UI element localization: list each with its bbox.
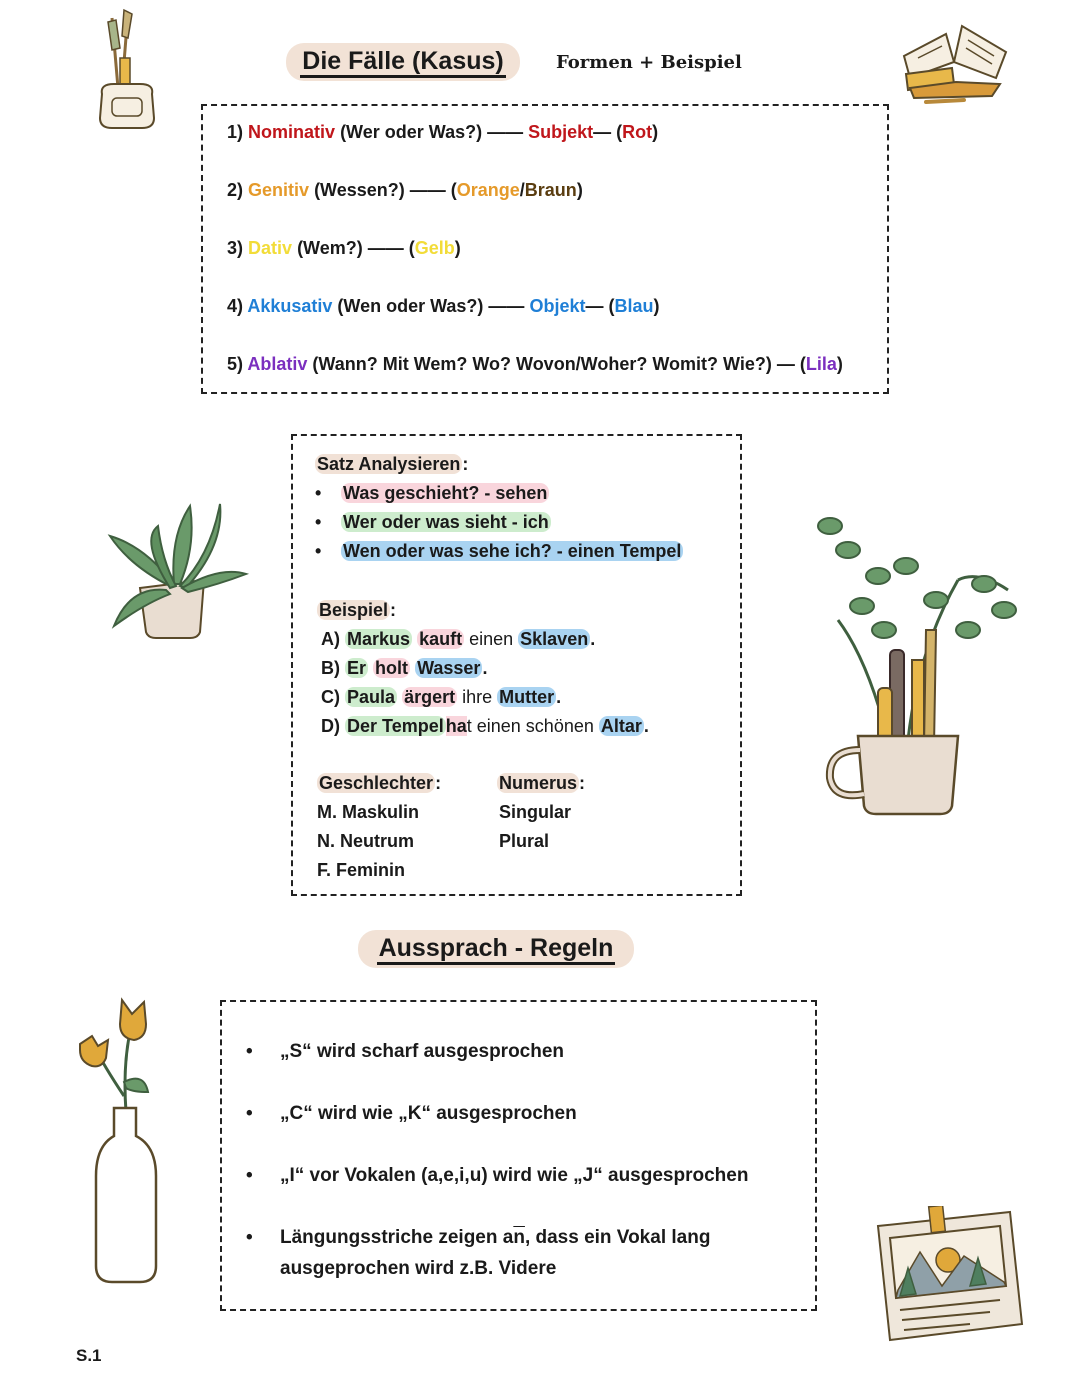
example-label: B)	[321, 658, 340, 678]
rule-text: „C“ wird wie „K“ ausgesprochen	[280, 1103, 577, 1124]
rule-text: „I“ vor Vokalen (a,e,i,u) wird wie „J“ ausgesprochen	[280, 1165, 749, 1186]
analysis-box	[291, 434, 742, 896]
analysis-item	[315, 512, 551, 533]
example-end: .	[590, 629, 596, 649]
case-color: Lila	[805, 354, 837, 374]
number-heading-text: Numerus	[499, 773, 578, 793]
case-name: Akkusativ	[247, 296, 333, 316]
pen-mug-icon	[808, 510, 1020, 816]
gender-item: N. Neutrum	[317, 831, 415, 851]
case-ablativ	[227, 354, 843, 375]
case-akkusativ	[227, 296, 659, 317]
case-number: 1)	[227, 122, 244, 142]
case-number: 4)	[227, 296, 244, 316]
tulip-vase-icon	[74, 996, 170, 1288]
example-verb: kauft	[419, 629, 463, 649]
example-subject: Er	[347, 658, 367, 678]
rule-text-part: Längungsstriche zeigen a	[280, 1227, 514, 1248]
gender-heading	[317, 773, 441, 794]
heading-colon: :	[462, 454, 469, 474]
page-number: S.1	[76, 1346, 102, 1365]
case-end: )	[576, 180, 583, 200]
example-label: C)	[321, 687, 340, 707]
bullet: •	[246, 1041, 253, 1062]
analysis-item-text: Wen oder was sehe ich? - einen Tempel	[343, 541, 682, 561]
page-title-text: Die Fälle (Kasus)	[300, 47, 505, 78]
case-genitiv	[227, 180, 583, 201]
example-heading-text: Beispiel	[319, 600, 389, 620]
case-dativ	[227, 238, 461, 259]
gender-item: M. Maskulin	[317, 802, 420, 822]
bullet: •	[246, 1227, 253, 1248]
analysis-item	[315, 483, 549, 504]
case-name: Genitiv	[248, 180, 310, 200]
page-subtitle: Formen + Beispiel	[556, 52, 742, 73]
example-subject: Der Tempel	[347, 716, 444, 736]
heading-colon: :	[579, 773, 586, 793]
case-slash: /	[519, 180, 525, 200]
example-object: Sklaven	[520, 629, 589, 649]
example-verb: ärgert	[404, 687, 456, 707]
example-label: A)	[321, 629, 340, 649]
case-name: Ablativ	[247, 354, 308, 374]
example-end: .	[556, 687, 562, 707]
macron-letter: $\overline{n}$	[513, 1227, 525, 1248]
gender-item: F. Feminin	[317, 860, 406, 880]
case-number: 5)	[227, 354, 244, 374]
heading-colon: :	[435, 773, 442, 793]
case-dash: — (	[593, 122, 623, 142]
case-number: 3)	[227, 238, 244, 258]
pronunciation-title-text: Aussprach - Regeln	[377, 934, 616, 965]
case-end: )	[652, 122, 659, 142]
case-question: (Wen oder Was?) ——	[337, 296, 525, 316]
case-color: Blau	[614, 296, 654, 316]
gender-heading-text: Geschlechter	[319, 773, 434, 793]
number-item: Singular	[499, 802, 572, 822]
analysis-item	[315, 541, 683, 562]
potted-plant-icon	[100, 496, 250, 646]
case-color: Gelb	[414, 238, 455, 258]
bullet: •	[315, 541, 322, 561]
example-object: Mutter	[499, 687, 555, 707]
bullet: •	[246, 1103, 253, 1124]
pronunciation-title	[358, 930, 634, 968]
case-question: (Wem?) —— (	[297, 238, 415, 258]
example-verb: holt	[375, 658, 409, 678]
case-number: 2)	[227, 180, 244, 200]
bullet: •	[315, 483, 322, 503]
case-color: Rot	[622, 122, 653, 142]
example-middle: einen	[469, 629, 514, 649]
example-object: Wasser	[417, 658, 481, 678]
example-subject: Markus	[347, 629, 411, 649]
rule-text: „S“ wird scharf ausgesprochen	[280, 1041, 565, 1062]
case-name: Nominativ	[248, 122, 336, 142]
case-nominativ	[227, 122, 658, 143]
case-role: Subjekt	[528, 122, 594, 142]
rule-text-part: , dass ein Vokal lang ausgeprochen wird z.B. Videre	[280, 1227, 711, 1279]
number-item: Plural	[499, 831, 550, 851]
number-heading	[497, 773, 585, 794]
pronunciation-box	[220, 1000, 817, 1311]
brush-jar-icon	[92, 8, 162, 136]
page-title	[286, 43, 520, 81]
case-end: )	[836, 354, 843, 374]
example-verb: ha	[445, 716, 467, 736]
example-middle: ihre	[462, 687, 493, 707]
example-verb-rest: t	[466, 716, 472, 736]
polaroid-photo-icon	[860, 1206, 1030, 1346]
case-end: )	[653, 296, 660, 316]
case-question: (Wer oder Was?) ——	[340, 122, 524, 142]
analysis-item-text: Was geschieht? - sehen	[343, 483, 548, 503]
analysis-item-text: Wer oder was sieht - ich	[343, 512, 549, 532]
example-a	[321, 629, 595, 650]
example-c	[321, 687, 561, 708]
case-color-braun: Braun	[524, 180, 577, 200]
example-middle: einen schönen	[476, 716, 594, 736]
open-book-icon	[896, 16, 1014, 108]
case-dash: — (	[585, 296, 615, 316]
heading-colon: :	[390, 600, 397, 620]
example-object: Altar	[600, 716, 642, 736]
analysis-heading	[315, 454, 468, 475]
cases-box	[201, 104, 889, 394]
example-end: .	[482, 658, 488, 678]
bullet: •	[246, 1165, 253, 1186]
rule-text	[280, 1222, 800, 1284]
example-label: D)	[321, 716, 340, 736]
example-d	[321, 716, 649, 737]
case-color-orange: Orange	[456, 180, 520, 200]
example-heading	[317, 600, 396, 621]
case-role: Objekt	[529, 296, 586, 316]
case-question: (Wessen?) —— (	[314, 180, 457, 200]
example-subject: Paula	[347, 687, 396, 707]
case-name: Dativ	[248, 238, 293, 258]
example-b	[321, 658, 487, 679]
bullet: •	[315, 512, 322, 532]
case-question: (Wann? Mit Wem? Wo? Wovon/Woher? Womit? Wie?) — (	[312, 354, 806, 374]
example-end: .	[643, 716, 649, 736]
case-end: )	[454, 238, 461, 258]
analysis-heading-text: Satz Analysieren	[317, 454, 461, 474]
